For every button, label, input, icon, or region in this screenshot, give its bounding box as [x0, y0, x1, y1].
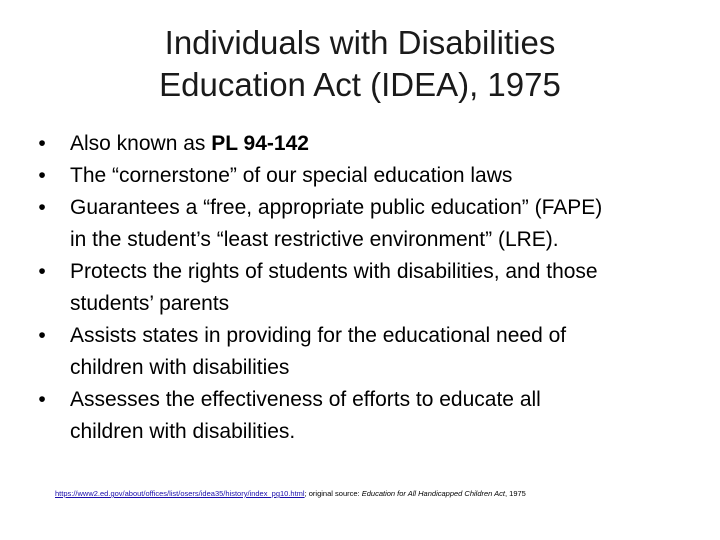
bullet-list	[14, 128, 714, 448]
bullet-text	[70, 128, 714, 160]
bullet-dot-icon: •	[38, 164, 46, 187]
bullet-item-effectiveness	[14, 384, 714, 448]
source-act-name: Education for All Handicapped Children Act	[361, 489, 505, 498]
title-line-2: Education Act (IDEA), 1975	[159, 66, 561, 103]
bullet-line: Protects the rights of students with disabilities, and those	[70, 260, 598, 283]
bullet-bold-text: PL 94-142	[211, 132, 309, 155]
source-link[interactable]: https://www2.ed.gov/about/offices/list/osers/idea35/history/index_pg10.html	[55, 489, 305, 498]
bullet-dot-icon: •	[38, 260, 46, 283]
bullet-line: children with disabilities	[70, 356, 290, 379]
bullet-line: children with disabilities.	[70, 420, 296, 443]
bullet-item-pl	[14, 128, 714, 160]
bullet-dot-icon: •	[38, 388, 46, 411]
source-citation	[55, 489, 526, 498]
source-year: , 1975	[505, 489, 526, 498]
bullet-line: Assists states in providing for the educational need of	[70, 324, 567, 347]
bullet-dot-icon: •	[38, 132, 46, 155]
bullet-line: Guarantees a “free, appropriate public education” (FAPE)	[70, 196, 603, 219]
bullet-item-fape	[14, 192, 714, 256]
bullet-prefix: Also known as	[70, 132, 212, 155]
source-middle-text: ; original source:	[304, 489, 362, 498]
bullet-line: The “cornerstone” of our special education laws	[70, 164, 513, 187]
title-line-1: Individuals with Disabilities	[164, 24, 556, 61]
bullet-line: students’ parents	[70, 292, 230, 315]
bullet-item-cornerstone	[14, 160, 714, 192]
bullet-dot-icon: •	[38, 196, 46, 219]
bullet-line: in the student’s “least restrictive environment” (LRE).	[70, 228, 559, 251]
bullet-line: Assesses the effectiveness of efforts to educate all	[70, 388, 541, 411]
bullet-item-rights	[14, 256, 714, 320]
bullet-item-states	[14, 320, 714, 384]
slide-title	[60, 22, 660, 106]
bullet-dot-icon: •	[38, 324, 46, 347]
